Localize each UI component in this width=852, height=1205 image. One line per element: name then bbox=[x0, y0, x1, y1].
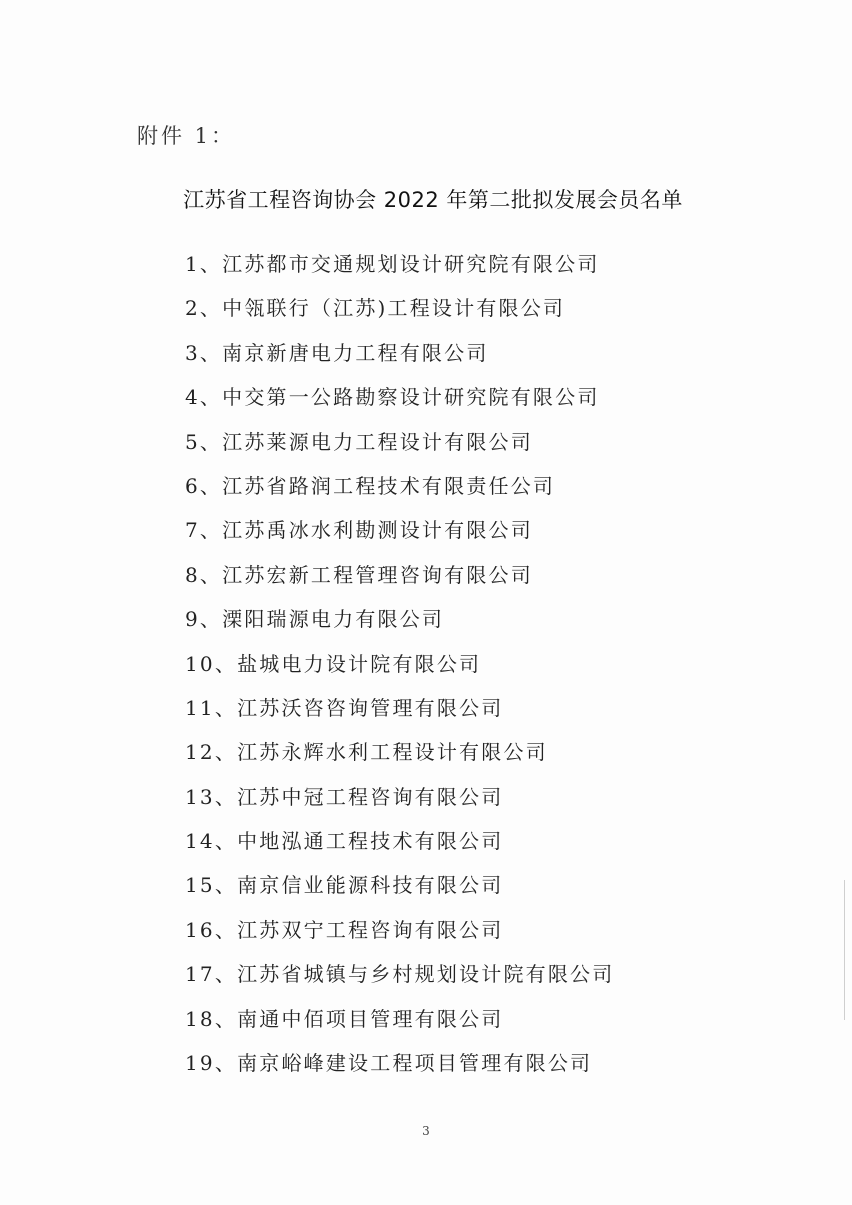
company-name: 中地泓通工程技术有限公司 bbox=[237, 829, 504, 854]
item-number: 7、 bbox=[185, 518, 223, 543]
item-number: 1、 bbox=[185, 252, 223, 276]
item-number: 3、 bbox=[185, 340, 223, 365]
list-item bbox=[185, 1046, 614, 1090]
company-name: 江苏中冠工程咨询有限公司 bbox=[237, 784, 504, 809]
company-name: 中瓴联行（江苏)工程设计有限公司 bbox=[222, 296, 566, 321]
list-item bbox=[185, 780, 614, 824]
list-item bbox=[185, 380, 614, 424]
attachment-label: 附件 1： bbox=[137, 124, 236, 148]
company-name: 江苏双宁工程咨询有限公司 bbox=[237, 917, 504, 942]
company-name: 江苏宏新工程管理咨询有限公司 bbox=[222, 562, 533, 587]
company-name: 江苏禹冰水利勘测设计有限公司 bbox=[222, 518, 533, 543]
company-name: 南通中佰项目管理有限公司 bbox=[237, 1006, 504, 1031]
list-item bbox=[185, 336, 614, 380]
list-item bbox=[185, 513, 614, 557]
list-item bbox=[185, 913, 614, 957]
item-number: 10、 bbox=[185, 651, 238, 676]
page-number: 3 bbox=[422, 1124, 430, 1138]
list-item bbox=[185, 425, 614, 469]
company-name: 盐城电力设计院有限公司 bbox=[237, 651, 482, 676]
list-item bbox=[185, 469, 614, 513]
list-item bbox=[185, 1002, 614, 1046]
member-list bbox=[185, 247, 614, 1090]
company-name: 溧阳瑞源电力有限公司 bbox=[222, 607, 445, 632]
item-number: 2、 bbox=[185, 296, 223, 321]
company-name: 江苏永辉水利工程设计有限公司 bbox=[237, 740, 548, 765]
item-number: 9、 bbox=[185, 607, 223, 632]
item-number: 11、 bbox=[185, 695, 238, 720]
item-number: 13、 bbox=[185, 784, 238, 809]
item-number: 17、 bbox=[185, 962, 238, 987]
company-name: 江苏沃咨咨询管理有限公司 bbox=[237, 695, 504, 720]
list-item bbox=[185, 824, 614, 868]
item-number: 19、 bbox=[185, 1051, 238, 1076]
list-item bbox=[185, 735, 614, 779]
list-item bbox=[185, 647, 614, 691]
item-number: 4、 bbox=[185, 385, 223, 410]
scan-margin-line bbox=[844, 880, 845, 1020]
company-name: 江苏省路润工程技术有限责任公司 bbox=[222, 473, 556, 498]
company-name: 江苏莱源电力工程设计有限公司 bbox=[222, 429, 533, 454]
company-name: 南京峪峰建设工程项目管理有限公司 bbox=[237, 1051, 593, 1076]
list-item bbox=[185, 691, 614, 735]
company-name: 中交第一公路勘察设计研究院有限公司 bbox=[222, 385, 600, 410]
item-number: 6、 bbox=[185, 473, 223, 498]
list-item bbox=[185, 291, 614, 335]
item-number: 5、 bbox=[185, 429, 223, 454]
list-item bbox=[185, 957, 614, 1001]
item-number: 8、 bbox=[185, 562, 223, 587]
item-number: 16、 bbox=[185, 917, 238, 942]
page-title: 江苏省工程咨询协会 2022 年第二批拟发展会员名单 bbox=[183, 188, 683, 212]
company-name: 江苏都市交通规划设计研究院有限公司 bbox=[222, 252, 600, 276]
company-name: 南京新唐电力工程有限公司 bbox=[222, 340, 489, 365]
item-number: 14、 bbox=[185, 829, 238, 854]
company-name: 南京信业能源科技有限公司 bbox=[237, 873, 504, 898]
list-item bbox=[185, 247, 614, 291]
list-item bbox=[185, 868, 614, 912]
list-item bbox=[185, 602, 614, 646]
item-number: 12、 bbox=[185, 740, 238, 765]
item-number: 18、 bbox=[185, 1006, 238, 1031]
list-item bbox=[185, 558, 614, 602]
item-number: 15、 bbox=[185, 873, 238, 898]
company-name: 江苏省城镇与乡村规划设计院有限公司 bbox=[237, 962, 615, 987]
